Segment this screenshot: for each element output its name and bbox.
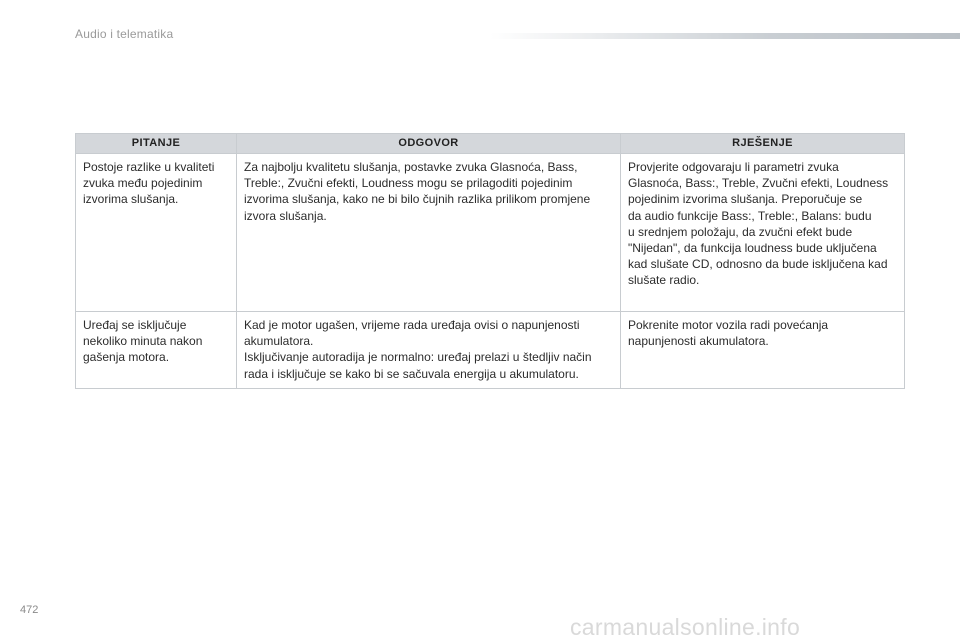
solution-cell: Provjerite odgovaraju li parametri zvuka Glasnoća, Bass:, Treble, Zvučni efekti, Loudness pojedinim izvorima slušanja. Preporučuje se da audio funkcije Bass:, Treble:, Balans: budu u srednjem položaju, da zvučni efekt bude "Nijedan", da funkcija loudness bude uključena kad slušate CD, odnosno da bude isključena kad slušate radio. [621,154,905,312]
table-row [76,312,905,389]
table-row [76,154,905,312]
troubleshooting-table [75,133,905,389]
answer-cell: Kad je motor ugašen, vrijeme rada uređaja ovisi o napunjenosti akumulatora. Isključivanje autoradija je normalno: uređaj prelazi u štedljiv način rada i isključuje se kako bi se sačuvala energija u akumulatoru. [237,312,621,389]
header-divider [490,33,960,39]
column-header-answer: ODGOVOR [237,134,621,154]
question-cell: Postoje razlike u kvaliteti zvuka među pojedinim izvorima slušanja. [76,154,237,312]
question-cell: Uređaj se isključuje nekoliko minuta nakon gašenja motora. [76,312,237,389]
watermark: carmanualsonline.info [570,614,801,640]
column-header-question: PITANJE [76,134,237,154]
table-header-row [76,134,905,154]
section-title: Audio i telematika [75,27,174,41]
solution-cell: Pokrenite motor vozila radi povećanja napunjenosti akumulatora. [621,312,905,389]
page-number: 472 [20,604,39,616]
column-header-solution: RJEŠENJE [621,134,905,154]
answer-cell: Za najbolju kvalitetu slušanja, postavke zvuka Glasnoća, Bass, Treble:, Zvučni efekti, Loudness mogu se prilagoditi pojedinim izvorima slušanja, kako ne bi bilo čujnih razlika prilikom promjene izvora slušanja. [237,154,621,312]
